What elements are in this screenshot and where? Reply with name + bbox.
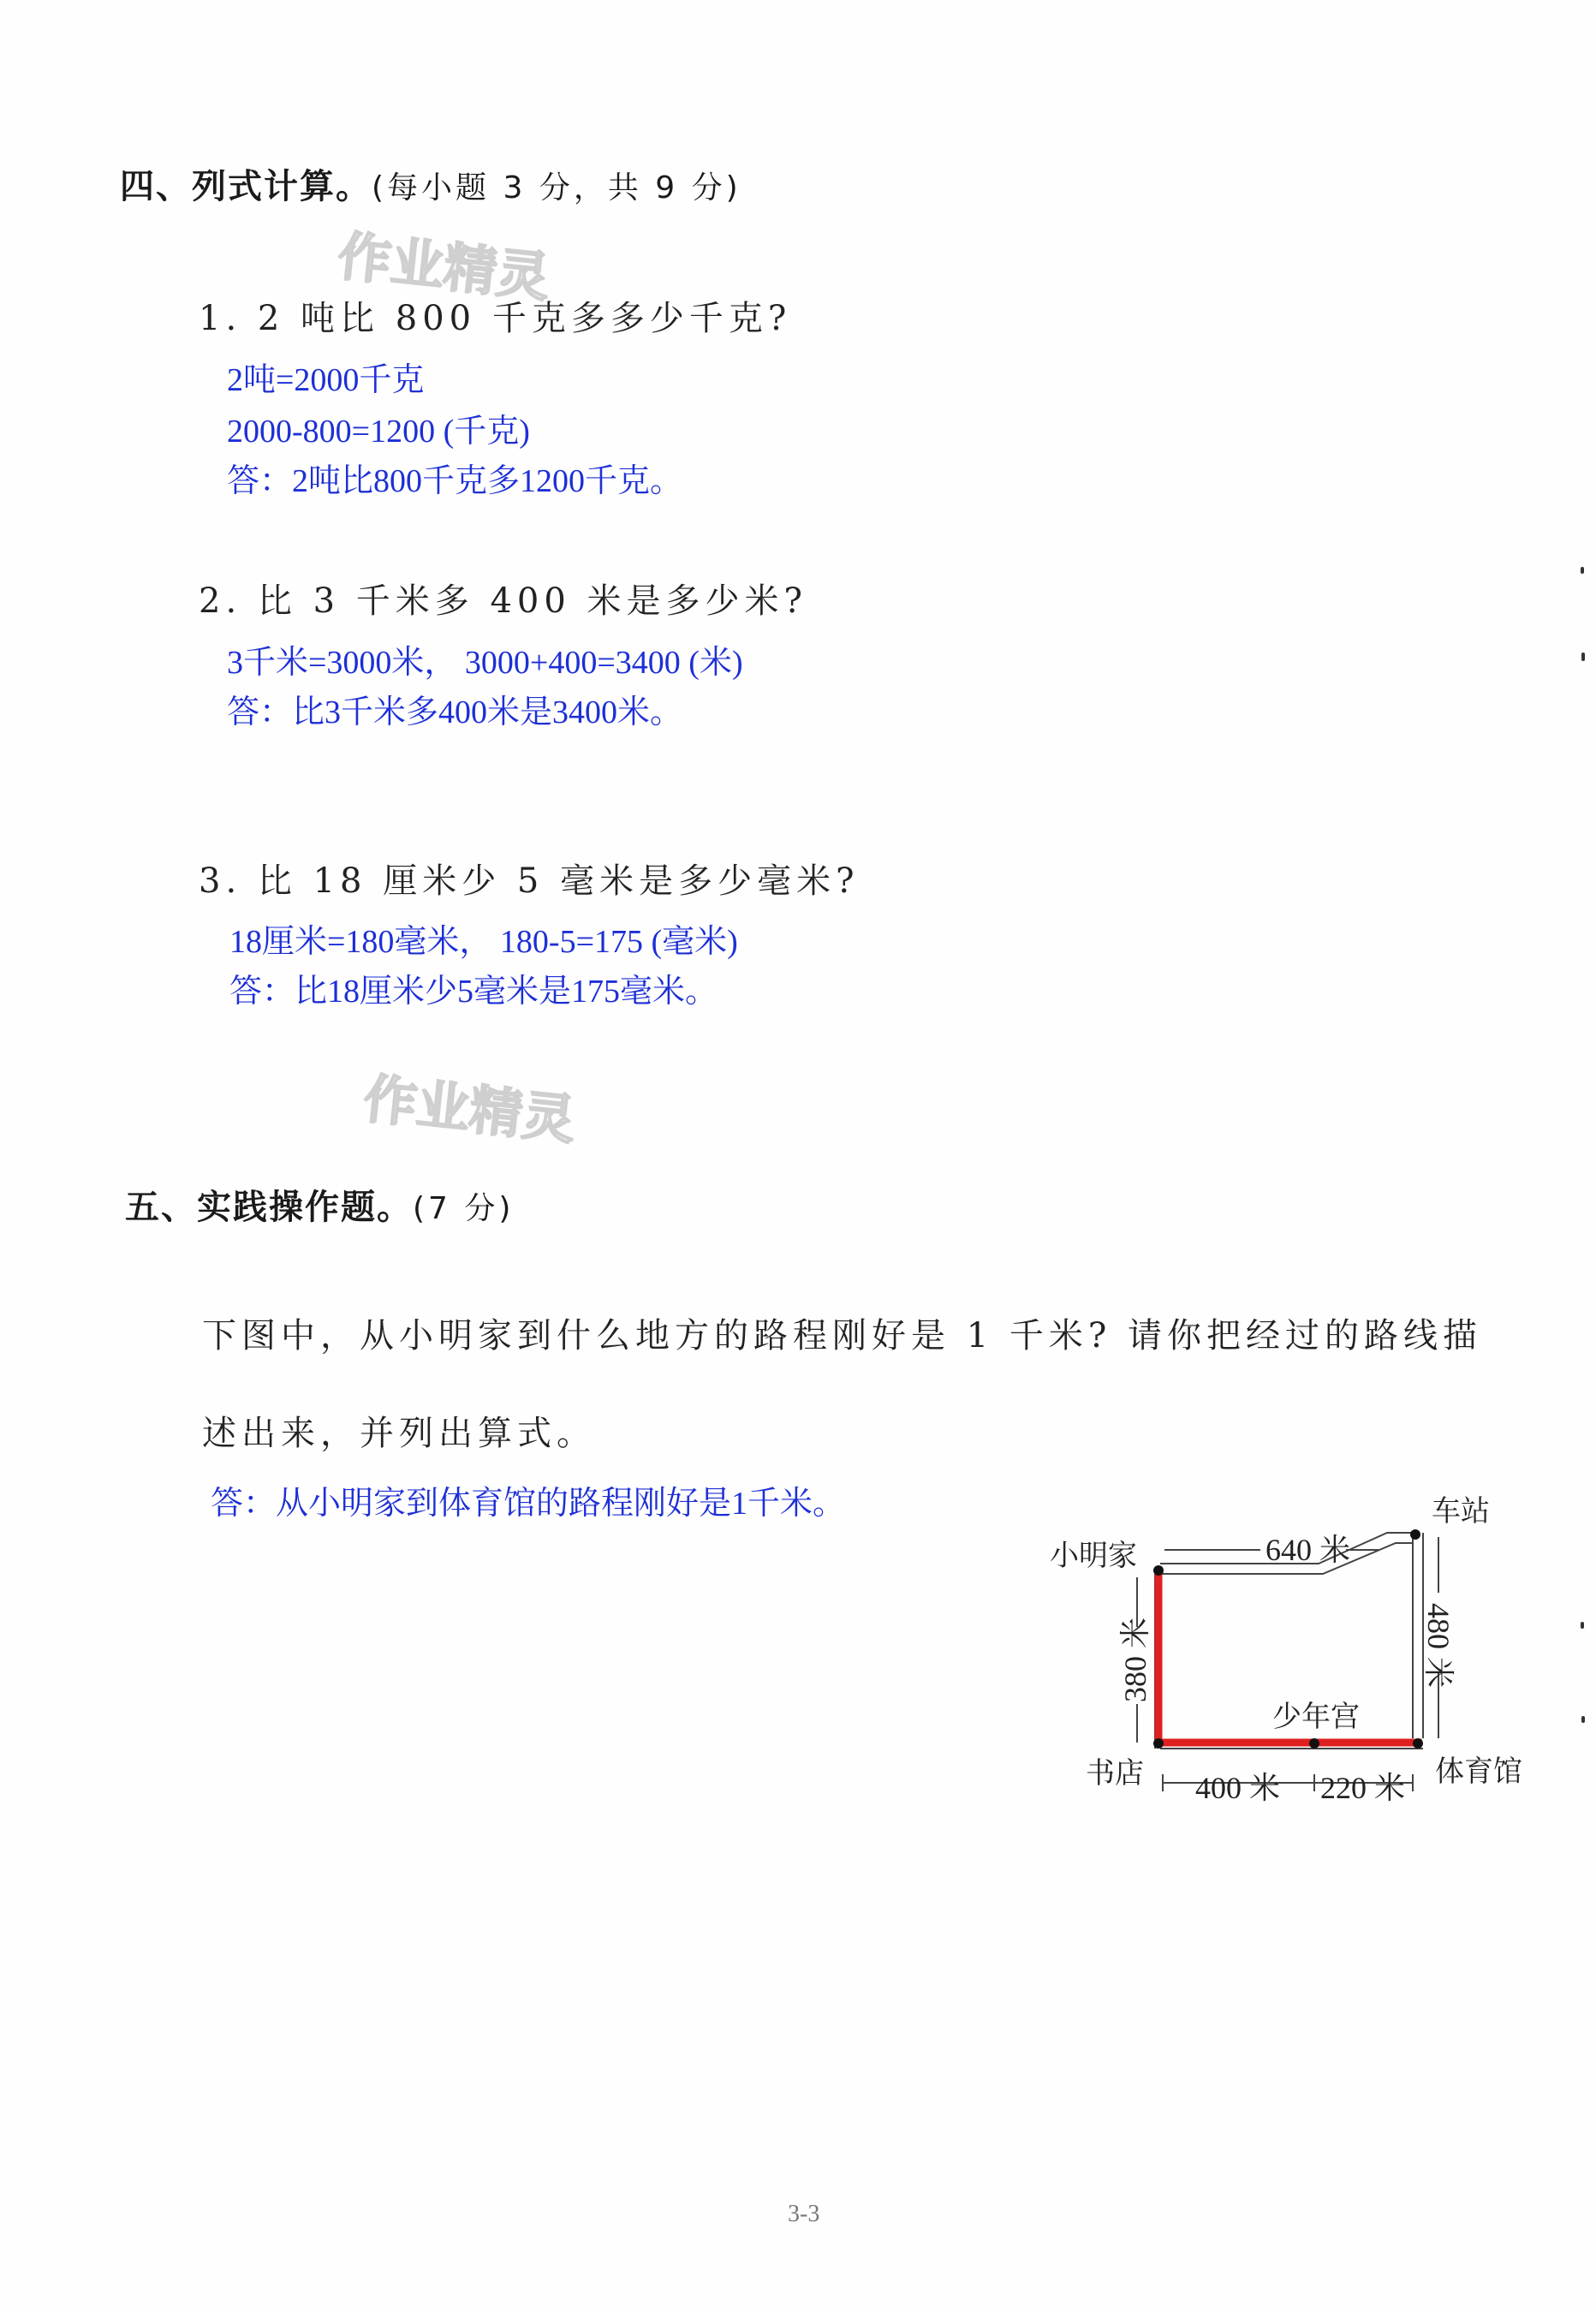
distance-home-station: 640 米 [1265,1533,1351,1567]
question-1-answer-line-3: 答：2吨比800千克多1200千克。 [227,463,683,499]
section-5-prompt-line-1: 下图中，从小明家到什么地方的路程刚好是 1 千米? 请你把经过的路线描 [202,1316,1483,1356]
node-palace [1309,1738,1319,1749]
question-2-prompt: 2. 比 3 千米多 400 米是多少米? [199,581,807,621]
watermark-top: 作业精灵 [335,224,553,309]
scan-speck [1581,1622,1584,1629]
label-station: 车站 [1432,1494,1490,1528]
label-gym: 体育馆 [1435,1755,1522,1789]
question-3-answer-line-1: 18厘米=180毫米， 180-5=175 (毫米) [229,924,738,960]
section-5-answer: 答：从小明家到体育馆的路程刚好是1千米。 [211,1486,846,1522]
section-4-title [120,159,741,208]
question-3-answer-line-2: 答：比18厘米少5毫米是175毫米。 [229,974,718,1010]
distance-home-bookstore: 380 米 [1118,1617,1152,1702]
section-5-prompt-line-2: 述出来，并列出算式。 [202,1414,596,1453]
section-5-heading: 五、实践操作题。 [125,1188,413,1227]
section-4-score: (每小题 3 分，共 9 分) [372,170,741,206]
scan-speck [1581,652,1585,661]
distance-station-gym: 480 米 [1421,1603,1456,1689]
section-5-score: (7 分) [413,1191,515,1226]
question-1-answer-line-1: 2吨=2000千克 [227,362,425,398]
question-1-prompt: 1. 2 吨比 800 千克多多少千克? [199,299,792,338]
question-1-answer-line-2: 2000-800=1200 (千克) [227,414,530,450]
node-bookstore [1153,1738,1164,1749]
scan-speck [1581,1716,1585,1723]
node-home [1153,1565,1164,1576]
question-2-answer-line-2: 答：比3千米多400米是3400米。 [227,694,683,730]
question-3-prompt: 3. 比 18 厘米少 5 毫米是多少毫米? [199,861,860,901]
question-2-answer-line-1: 3千米=3000米， 3000+400=3400 (米) [227,645,743,681]
page-number: 3-3 [788,2201,820,2227]
route-map-svg [1036,1481,1550,1832]
section-4-heading: 四、列式计算。 [120,167,372,206]
label-palace: 少年宫 [1272,1700,1360,1734]
route-map [1036,1481,1550,1832]
node-gym [1413,1738,1423,1749]
node-station [1410,1529,1420,1540]
scan-speck [1581,567,1584,574]
label-bookstore: 书店 [1086,1756,1144,1791]
distance-palace-gym: 220 米 [1320,1771,1406,1805]
section-5-title [125,1180,514,1229]
watermark-middle: 作业精灵 [360,1067,579,1152]
distance-bookstore-palace: 400 米 [1195,1771,1281,1805]
label-home: 小明家 [1050,1539,1137,1573]
